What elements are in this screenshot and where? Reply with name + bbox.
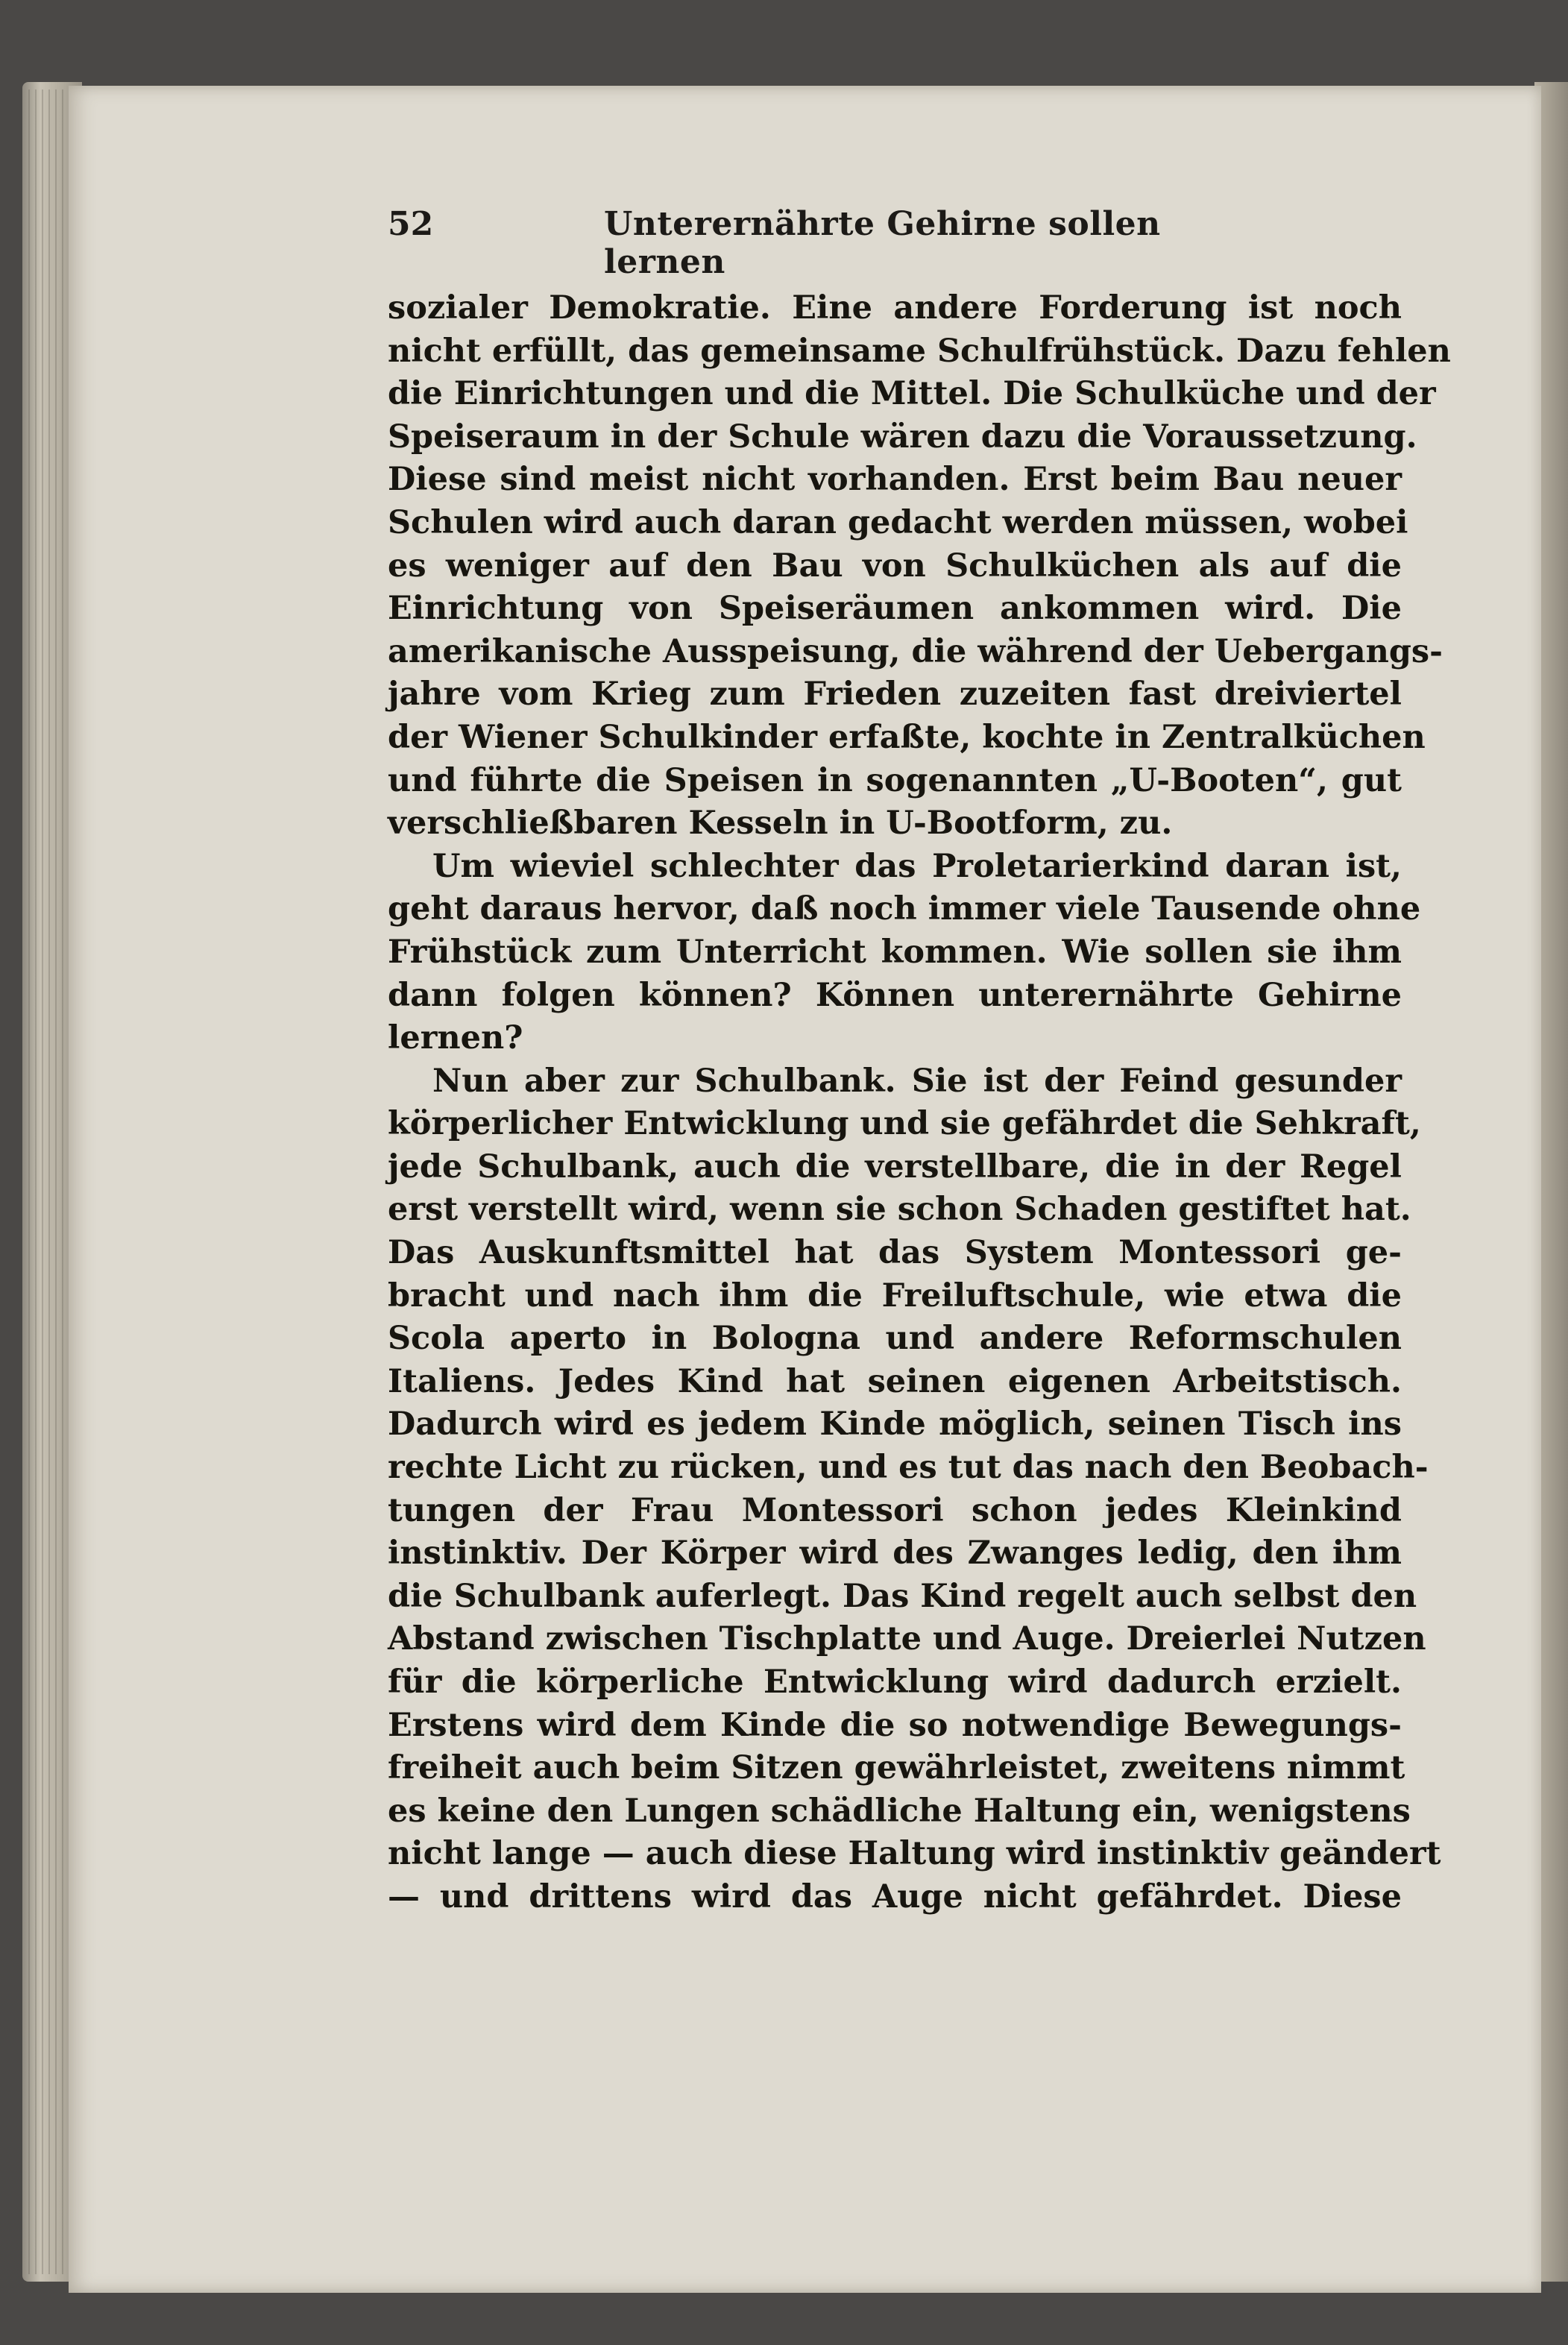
text-line: Einrichtung von Speiseräumen ankommen wird. Die xyxy=(388,590,1402,628)
text-line: Das Auskunftsmittel hat das System Montessori ge- xyxy=(388,1234,1402,1272)
text-line: nicht lange — auch diese Haltung wird instinktiv geändert xyxy=(388,1835,1441,1873)
text-line: instinktiv. Der Körper wird des Zwanges ledig, den ihm xyxy=(388,1535,1402,1573)
text-line: verschließbaren Kesseln in U-Bootform, zu. xyxy=(388,805,1173,843)
text-line: Speiseraum in der Schule wären dazu die Voraussetzung. xyxy=(388,418,1417,456)
text-line: Um wieviel schlechter das Proletarierkind daran ist, xyxy=(432,847,1402,885)
text-line: Abstand zwischen Tischplatte und Auge. Dreierlei Nutzen xyxy=(388,1620,1426,1658)
text-line: lernen? xyxy=(388,1019,523,1057)
running-head: Unterernährte Gehirne sollen lernen xyxy=(604,205,1161,281)
text-line: für die körperliche Entwicklung wird dadurch erzielt. xyxy=(388,1663,1402,1701)
text-line: Dadurch wird es jedem Kinde möglich, seinen Tisch ins xyxy=(388,1406,1402,1444)
text-line: tungen der Frau Montessori schon jedes Kleinkind xyxy=(388,1491,1402,1529)
text-line: jahre vom Krieg zum Frieden zuzeiten fast dreiviertel xyxy=(388,676,1402,714)
text-line: körperlicher Entwicklung und sie gefährdet die Sehkraft, xyxy=(388,1105,1421,1143)
text-line: amerikanische Ausspeisung, die während der Uebergangs- xyxy=(388,632,1443,670)
text-line: erst verstellt wird, wenn sie schon Schaden gestiftet hat. xyxy=(388,1191,1411,1229)
text-line: die Einrichtungen und die Mittel. Die Schulküche und der xyxy=(388,375,1436,413)
page-number: 52 xyxy=(388,205,434,243)
text-line: jede Schulbank, auch die verstellbare, die in der Regel xyxy=(388,1148,1402,1186)
text-line: Scola aperto in Bologna und andere Reformschulen xyxy=(388,1320,1402,1358)
text-line: bracht und nach ihm die Freiluftschule, wie etwa die xyxy=(388,1277,1402,1315)
text-line: — und drittens wird das Auge nicht gefährdet. Diese xyxy=(388,1877,1402,1916)
text-line: Nun aber zur Schulbank. Sie ist der Feind gesunder xyxy=(432,1062,1402,1100)
text-line: Erstens wird dem Kinde die so notwendige Bewegungs- xyxy=(388,1706,1402,1744)
text-line: dann folgen können? Können unterernährte Gehirne xyxy=(388,976,1402,1014)
text-line: Italiens. Jedes Kind hat seinen eigenen Arbeitstisch. xyxy=(388,1362,1402,1400)
text-line: es weniger auf den Bau von Schulküchen als auf die xyxy=(388,547,1402,585)
text-line: Schulen wird auch daran gedacht werden müssen, wobei xyxy=(388,503,1408,541)
page-header xyxy=(388,205,1178,281)
text-line: nicht erfüllt, das gemeinsame Schulfrühstück. Dazu fehlen xyxy=(388,332,1451,370)
text-line: die Schulbank auferlegt. Das Kind regelt auch selbst den xyxy=(388,1577,1417,1615)
text-line: geht daraus hervor, daß noch immer viele Tausende ohne xyxy=(388,890,1421,928)
text-line: sozialer Demokratie. Eine andere Forderung ist noch xyxy=(388,289,1402,327)
text-line: freiheit auch beim Sitzen gewährleistet, zweitens nimmt xyxy=(388,1749,1405,1787)
body-text xyxy=(388,287,1451,1919)
text-line: Frühstück zum Unterricht kommen. Wie sollen sie ihm xyxy=(388,933,1402,971)
text-line: Diese sind meist nicht vorhanden. Erst beim Bau neuer xyxy=(388,461,1402,499)
text-line: es keine den Lungen schädliche Haltung ein, wenigstens xyxy=(388,1792,1411,1830)
text-line: rechte Licht zu rücken, und es tut das nach den Beobach- xyxy=(388,1449,1429,1487)
text-line: und führte die Speisen in sogenannten „U-Booten“, gut xyxy=(388,761,1402,799)
text-line: der Wiener Schulkinder erfaßte, kochte in Zentralküchen xyxy=(388,718,1426,756)
